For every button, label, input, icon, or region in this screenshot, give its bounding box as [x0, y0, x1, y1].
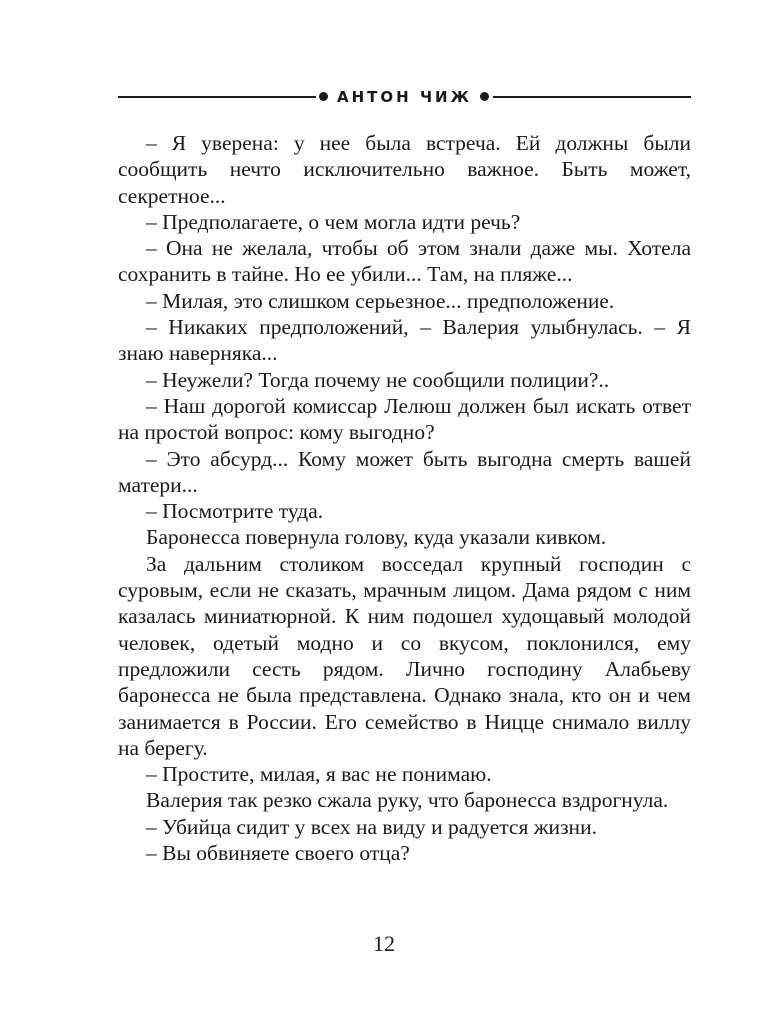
paragraph: – Вы обвиняете своего отца? [146, 841, 410, 866]
paragraph: – Убийца сидит у всех на виду и радуется жизни. [146, 814, 597, 839]
body-text [118, 130, 691, 866]
paragraph: – Милая, это слишком серьезное... предположение. [146, 288, 615, 313]
running-header [118, 85, 691, 109]
paragraph: – Я уверена: у нее была встреча. Ей должны были сообщить нечто исключительно важное. Быть может, секретное... [118, 131, 691, 208]
header-rule-left [118, 96, 316, 98]
paragraph: – Посмотрите туда. [146, 499, 324, 524]
header-bullet-left [319, 92, 328, 101]
page-number: 12 [373, 931, 395, 956]
header-rule-right [493, 96, 691, 98]
paragraph: – Никаких предположений, – Валерия улыбнулась. – Я знаю наверняка... [118, 315, 691, 366]
paragraph: Валерия так резко сжала руку, что баронесса вздрогнула. [146, 788, 669, 813]
paragraph: – Это абсурд... Кому может быть выгодна смерть вашей матери... [118, 446, 691, 497]
paragraph: – Наш дорогой комиссар Лелюш должен был искать ответ на простой вопрос: кому выгодно? [118, 393, 691, 445]
paragraph: – Она не желала, чтобы об этом знали даже мы. Хотела сохранить в тайне. Но ее убили... Там, на пляже... [118, 236, 691, 287]
paragraph: – Простите, милая, я вас не понимаю. [146, 762, 492, 787]
header-author: АНТОН ЧИЖ [337, 88, 472, 106]
paragraph: – Неужели? Тогда почему не сообщили полиции?.. [146, 367, 610, 392]
paragraph: За дальним столиком восседал крупный господин с суровым, если не сказать, мрачным лицом. Дама рядом с ним казалась миниатюрной. К ним подошел худощавый молодой человек, одетый модно и со вкусом, поклонился, ему предложили сесть рядом. Лично господину Алабьеву баронесса не была представлена. Однако знала, кто он и чем занимается в России. Его семейство в Ницце снимало виллу на берегу. [118, 551, 691, 760]
paragraph: – Предполагаете, о чем могла идти речь? [146, 209, 521, 234]
paragraph: Баронесса повернула голову, куда указали кивком. [146, 525, 607, 550]
header-bullet-right [480, 92, 489, 101]
